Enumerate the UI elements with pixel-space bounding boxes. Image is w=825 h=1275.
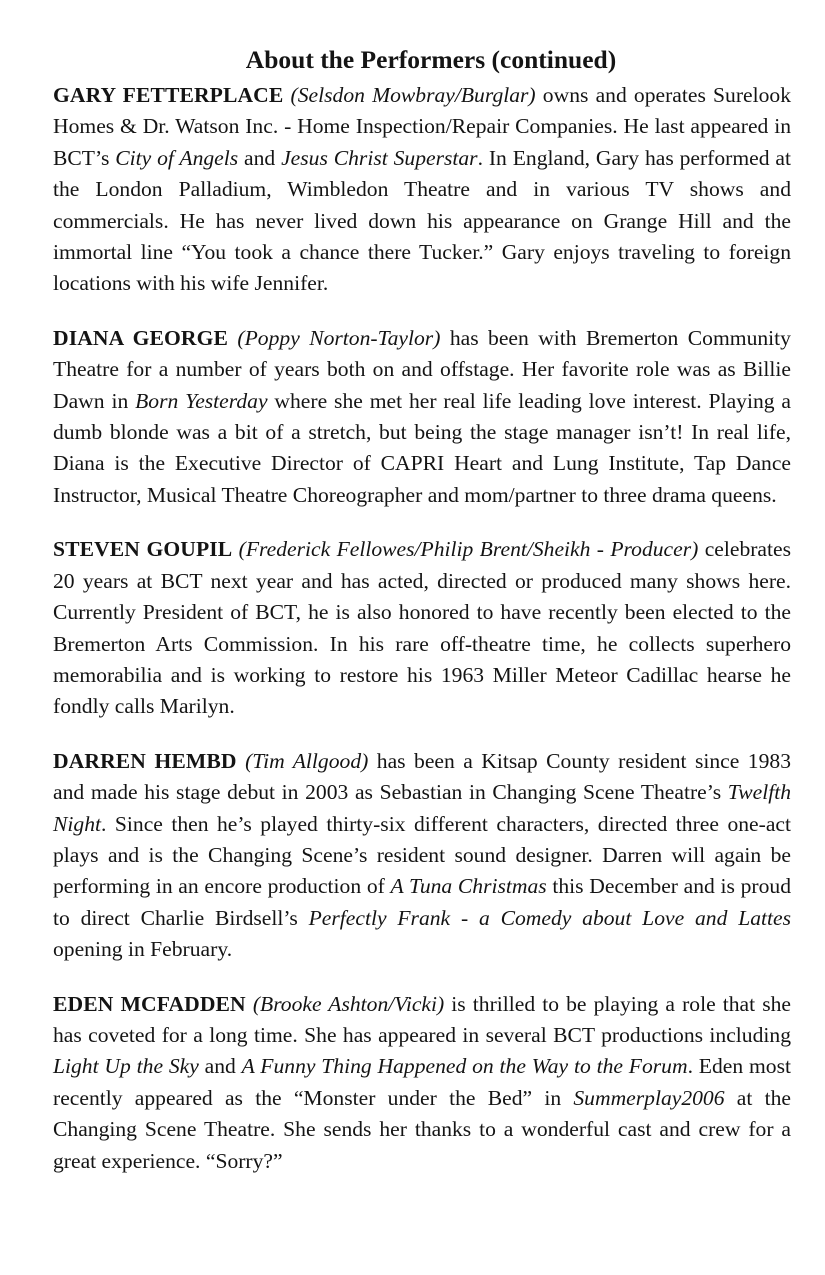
bio-text: owns and operates Surelook Homes & Dr. Watson Inc. - Home Inspection/Repair Companies. He last appeared in BCT’s (53, 83, 791, 170)
bio-text: and (238, 145, 282, 170)
italic-title-text: Jesus Christ Superstar (281, 145, 478, 170)
performer-name: STEVEN GOUPIL (53, 537, 233, 562)
italic-title-text: Twelfth Night (53, 780, 791, 836)
italic-title-text: Born Yesterday (135, 388, 268, 413)
bio-text: celebrates 20 years at BCT next year and has acted, directed or produced many shows here. Currently President of BCT, he is also honored to have recently been elected to the Bremerton Arts Commission. In his rare off-theatre time, he collects superhero memorabilia and is working to restore his 1963 Miller Meteor Cadillac hearse he fondly calls Marilyn. (53, 537, 792, 719)
bio-text: is thrilled to be playing a role that she has coveted for a long time. She has appeared in several BCT productions including (53, 991, 792, 1047)
performer-name: DIANA GEORGE (53, 325, 228, 350)
bio-text: at the Changing Scene Theatre. She sends her thanks to a wonderful cast and crew for a great experience. “Sorry?” (53, 1085, 791, 1173)
bio-text: where she met her real life leading love interest. Playing a dumb blonde was a bit of a stretch, but being the stage manager isn’t! In real life, Diana is the Executive Director of CAPRI Heart and Lung Institute, Tap Dance Instructor, Musical Theatre Choreographer and mom/partner to three drama queens. (53, 388, 791, 507)
performer-role: (Frederick Fellowes/Philip Brent/Sheikh - Producer) (238, 537, 699, 562)
performer-name: EDEN MCFADDEN (53, 991, 246, 1016)
bio-text: opening in February. (53, 937, 233, 962)
italic-title-text: Perfectly Frank - a Comedy about Love and Lattes (308, 905, 791, 930)
italic-title-text: A Funny Thing Happened on the Way to the Forum (241, 1054, 688, 1079)
performer-name: GARY FETTERPLACE (53, 83, 284, 107)
italic-title-text: City of Angels (115, 145, 239, 170)
italic-title-text: A Tuna Christmas (390, 874, 547, 899)
performer-role: (Selsdon Mowbray/Burglar) (290, 83, 536, 107)
bio-text: . Since then he’s played thirty-six different characters, directed three one-act plays and is the Changing Scene’s resident sound designer. Darren will again be performing in an encore production of (53, 811, 791, 899)
bio-text: has been a Kitsap County resident since 1983 and made his stage debut in 2003 as Sebastian in Changing Scene Theatre’s (53, 748, 791, 805)
bio-text: . In England, Gary has performed at the London Palladium, Wimbledon Theatre and in various TV shows and commercials. He has never lived down his appearance on Grange Hill and the immortal line “You took a chance there Tucker.” Gary enjoys traveling to foreign locations with his wife Jennifer. (53, 145, 791, 296)
performer-role: (Brooke Ashton/Vicki) (252, 991, 445, 1016)
bio-text: and (198, 1054, 242, 1079)
italic-title-text: Light Up the Sky (53, 1054, 199, 1079)
performer-role: (Tim Allgood) (245, 748, 369, 773)
performer-role: (Poppy Norton-Taylor) (237, 325, 441, 350)
performer-bio-list (53, 80, 791, 1177)
performer-bio (53, 534, 791, 722)
performer-bio (53, 746, 791, 966)
bio-text: has been with Bremerton Community Theatre for a number of years both on and offstage. Her favorite role was as Billie Dawn in (53, 325, 791, 413)
italic-title-text: Summerplay2006 (573, 1085, 725, 1110)
bio-text: . Eden most recently appeared as the “Monster under the Bed” in (53, 1054, 791, 1110)
performer-bio (53, 323, 791, 511)
performer-name: DARREN HEMBD (53, 748, 237, 773)
performer-bio (53, 989, 791, 1177)
program-page (53, 40, 791, 1177)
bio-text: this December and is proud to direct Charlie Birdsell’s (53, 874, 791, 930)
page-title: About the Performers (continued) (245, 45, 617, 74)
performer-bio (53, 80, 791, 300)
